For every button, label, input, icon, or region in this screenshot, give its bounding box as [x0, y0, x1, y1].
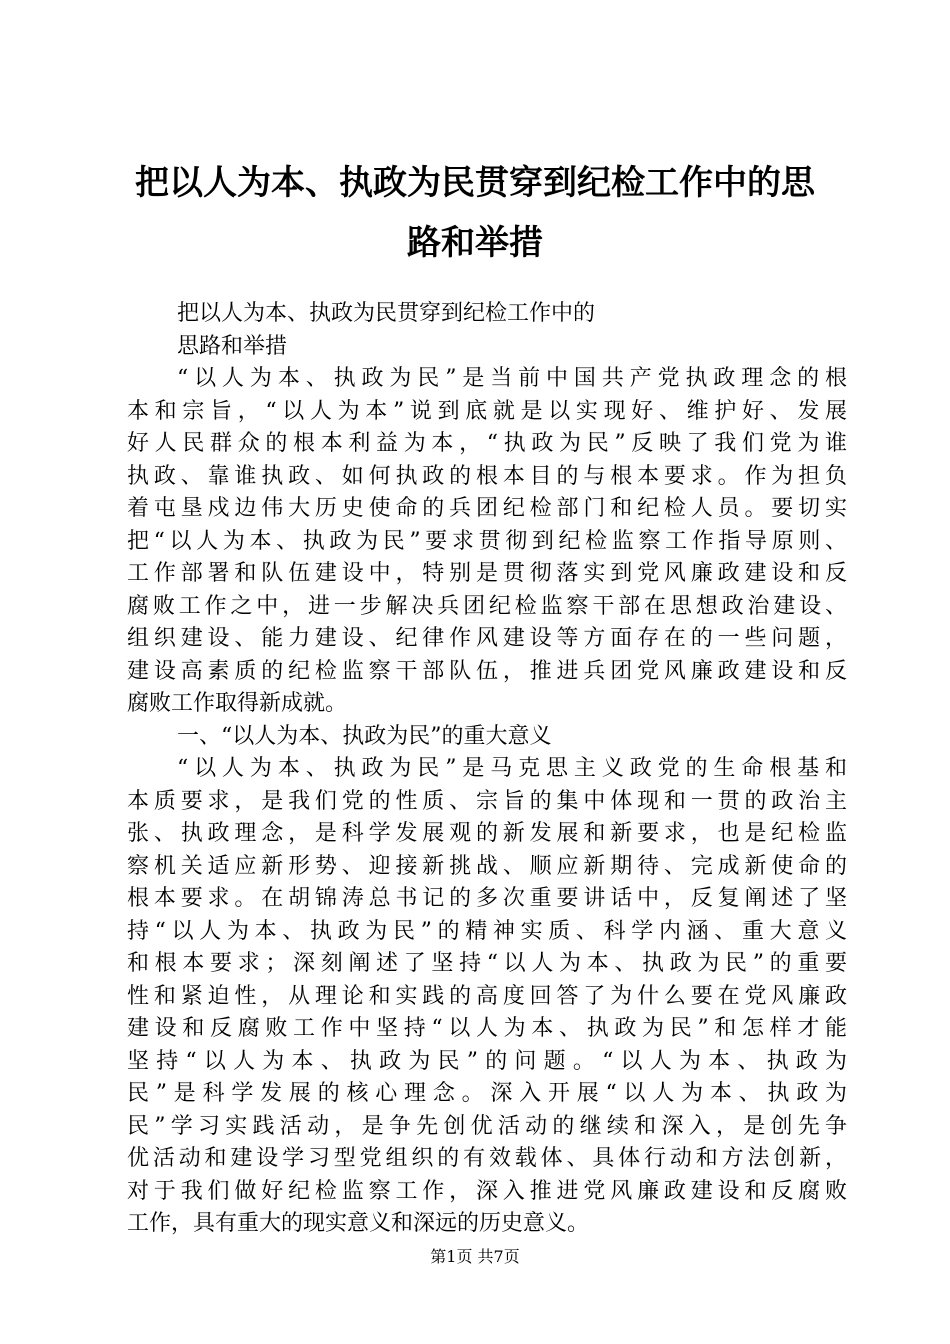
page-title-line-1: 把以人为本、执政为民贯穿到纪检工作中的思 [135, 163, 815, 203]
paragraph-2-line: 和根本要求；深刻阐述了坚持“以人为本、执政为民”的重要 [127, 951, 847, 976]
paragraph-1-line: 着屯垦戍边伟大历史使命的兵团纪检部门和纪检人员。要切实 [127, 496, 847, 521]
paragraph-2-line: 坚持“以人为本、执政为民”的问题。“以人为本、执政为 [127, 1048, 847, 1074]
paragraph-2-line: 张、执政理念，是科学发展观的新发展和新要求，也是纪检监 [127, 821, 847, 846]
page-title-line-2: 路和举措 [407, 223, 543, 263]
paragraph-1-line: 建设高素质的纪检监察干部队伍，推进兵团党风廉政建设和反 [127, 658, 847, 684]
paragraph-1-line: 腐败工作取得新成就。 [127, 691, 348, 716]
paragraph-1-line: 组织建设、能力建设、纪律作风建设等方面存在的一些问题， [127, 626, 847, 651]
paragraph-2-line: 优活动和建设学习型党组织的有效载体、具体行动和方法创新， [127, 1146, 847, 1171]
paragraph-1-line: 工作部署和队伍建设中，特别是贯彻落实到党风廉政建设和反 [127, 561, 847, 586]
document-body [127, 298, 847, 1241]
section-heading-1: 一、“以人为本、执政为民”的重大意义 [177, 723, 552, 749]
paragraph-2-line: 工作，具有重大的现实意义和深远的历史意义。 [127, 1211, 590, 1236]
paragraph-1-line: 把“以人为本、执政为民”要求贯彻到纪检监察工作指导原则、 [127, 528, 847, 554]
paragraph-2-line: 建设和反腐败工作中坚持“以人为本、执政为民”和怎样才能 [127, 1016, 847, 1041]
paragraph-1-line: “以人为本、执政为民”是当前中国共产党执政理念的根 [177, 366, 847, 391]
paragraph-1-line: 好人民群众的根本利益为本，“执政为民”反映了我们党为谁 [127, 431, 847, 456]
paragraph-2-line: 对于我们做好纪检监察工作，深入推进党风廉政建设和反腐败 [127, 1178, 847, 1204]
subtitle-line-1: 把以人为本、执政为民贯穿到纪检工作中的 [177, 301, 596, 326]
subtitle-line-2: 思路和举措 [177, 333, 288, 359]
paragraph-2-line: 持“以人为本、执政为民”的精神实质、科学内涵、重大意义 [127, 918, 847, 944]
page-number-footer: 第1页 共7页 [430, 1247, 520, 1266]
paragraph-2-line: 民”是科学发展的核心理念。深入开展“以人为本、执政为 [127, 1081, 847, 1106]
paragraph-1-line: 腐败工作之中，进一步解决兵团纪检监察干部在思想政治建设、 [127, 593, 847, 619]
paragraph-2-line: 本质要求，是我们党的性质、宗旨的集中体现和一贯的政治主 [127, 788, 847, 814]
paragraph-2-line: 根本要求。在胡锦涛总书记的多次重要讲话中，反复阐述了坚 [127, 886, 847, 911]
paragraph-1-line: 执政、靠谁执政、如何执政的根本目的与根本要求。作为担负 [127, 463, 847, 489]
paragraph-2-line: “以人为本、执政为民”是马克思主义政党的生命根基和 [177, 756, 847, 781]
paragraph-2-line: 民”学习实践活动，是争先创优活动的继续和深入，是创先争 [127, 1113, 847, 1139]
paragraph-1-line: 本和宗旨，“以人为本”说到底就是以实现好、维护好、发展 [127, 398, 847, 424]
paragraph-2-line: 察机关适应新形势、迎接新挑战、顺应新期待、完成新使命的 [127, 853, 847, 879]
paragraph-2-line: 性和紧迫性，从理论和实践的高度回答了为什么要在党风廉政 [127, 983, 847, 1009]
